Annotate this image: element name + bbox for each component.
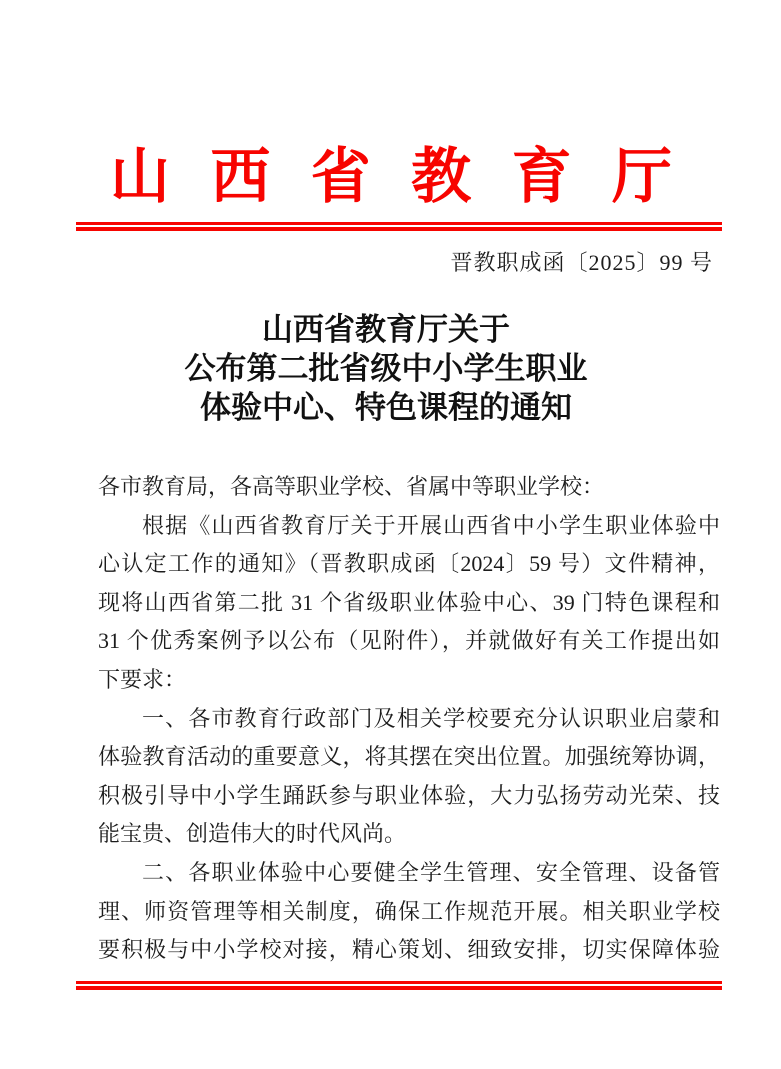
body-line: 二、各职业体验中心要健全学生管理、安全管理、设备管 xyxy=(142,859,720,885)
body-line: 要积极与中小学校对接，精心策划、细致安排，切实保障体验 xyxy=(98,937,720,963)
body-line: 积极引导中小学生踊跃参与职业体验，大力弘扬劳动光荣、技 xyxy=(98,782,720,808)
red-divider-top xyxy=(76,222,722,231)
body-line: 根据《山西省教育厅关于开展山西省中小学生职业体验中 xyxy=(142,512,720,538)
body-line: 能宝贵、创造伟大的时代风尚。 xyxy=(98,821,407,847)
body-line: 各市教育局，各高等职业学校、省属中等职业学校： xyxy=(98,474,605,499)
document-title-line: 体验中心、特色课程的通知 xyxy=(200,390,572,425)
agency-name-char: 西 xyxy=(210,144,271,210)
document-body xyxy=(98,468,720,970)
body-line: 一、各市教育行政部门及相关学校要充分认识职业启蒙和 xyxy=(142,705,720,731)
document-title-line: 山西省教育厅关于 xyxy=(262,312,510,347)
body-line: 下要求： xyxy=(98,666,187,692)
red-divider-bottom xyxy=(76,981,722,990)
agency-name-char: 厅 xyxy=(611,144,672,210)
body-line: 体验教育活动的重要意义，将其摆在突出位置。加强统筹协调， xyxy=(98,744,720,770)
body-line: 31 个优秀案例予以公布（见附件），并就做好有关工作提出如 xyxy=(98,628,720,654)
agency-name-char: 育 xyxy=(511,144,572,210)
document-title xyxy=(0,310,772,427)
agency-name xyxy=(110,144,672,210)
body-line: 心认定工作的通知》（晋教职成函〔2024〕59 号）文件精神， xyxy=(98,551,720,577)
doc-number: 晋教职成函〔2025〕99 号 xyxy=(450,250,713,275)
body-line: 现将山西省第二批 31 个省级职业体验中心、39 门特色课程和 xyxy=(98,589,720,615)
agency-name-char: 山 xyxy=(110,144,170,210)
agency-name-char: 省 xyxy=(310,144,371,210)
document-title-line: 公布第二批省级中小学生职业 xyxy=(184,351,588,386)
agency-name-char: 教 xyxy=(411,144,472,210)
body-line: 理、师资管理等相关制度，确保工作规范开展。相关职业学校 xyxy=(98,898,720,924)
